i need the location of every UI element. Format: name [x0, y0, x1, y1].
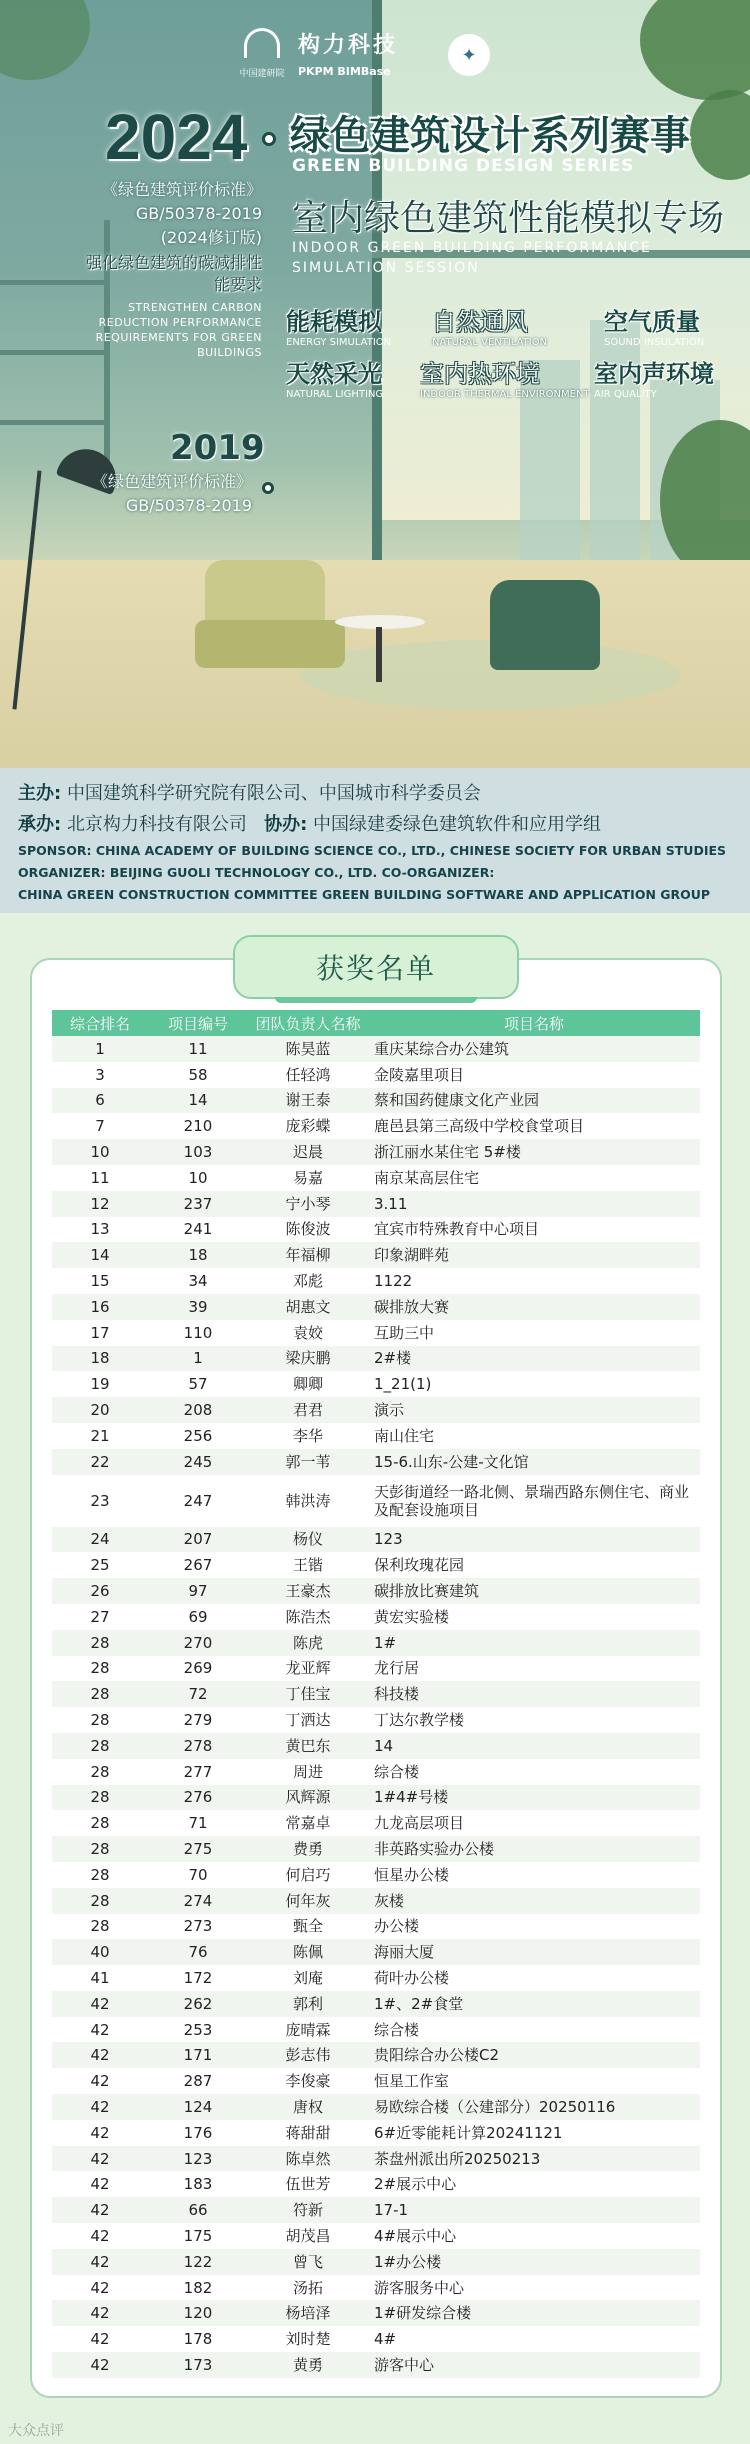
leader-cell: 丁洒达	[248, 1707, 368, 1733]
project-no-cell: 14	[148, 1088, 248, 1114]
organizer-info	[0, 768, 750, 913]
project-name-cell: 易欧综合楼（公建部分）20250116	[368, 2094, 700, 2120]
project-no-cell: 208	[148, 1397, 248, 1423]
project-no-cell: 172	[148, 1965, 248, 1991]
table-row	[52, 1371, 700, 1397]
project-name-cell: 茶盘州派出所20250213	[368, 2146, 700, 2172]
project-name-cell: 2#展示中心	[368, 2171, 700, 2197]
project-name-cell: 丁达尔教学楼	[368, 1707, 700, 1733]
project-no-cell: 97	[148, 1578, 248, 1604]
project-no-cell: 278	[148, 1733, 248, 1759]
project-no-cell: 1	[148, 1346, 248, 1372]
logo-row	[0, 28, 750, 88]
project-no-cell: 253	[148, 2017, 248, 2043]
table-row	[52, 1139, 700, 1165]
project-no-cell: 182	[148, 2275, 248, 2301]
cabr-logo-icon	[244, 28, 280, 58]
leader-cell: 龙亚辉	[248, 1656, 368, 1682]
project-no-cell: 270	[148, 1630, 248, 1656]
leader-cell: 汤拓	[248, 2275, 368, 2301]
event-title: 绿色建筑设计系列赛事	[290, 113, 690, 159]
project-no-cell: 120	[148, 2300, 248, 2326]
project-no-cell: 122	[148, 2249, 248, 2275]
rank-cell: 28	[52, 1707, 148, 1733]
pkpm-logo: 构力科技 PKPM BIMBase	[298, 32, 399, 78]
cabr-logo: 中国建研院	[232, 28, 292, 88]
project-no-cell: 110	[148, 1320, 248, 1346]
project-no-cell: 66	[148, 2197, 248, 2223]
project-name-cell: 蔡和国药健康文化产业园	[368, 1088, 700, 1114]
rank-cell: 28	[52, 1759, 148, 1785]
project-no-cell: 241	[148, 1217, 248, 1243]
rank-cell: 25	[52, 1552, 148, 1578]
table-row	[52, 1346, 700, 1372]
rank-cell: 26	[52, 1578, 148, 1604]
host-line: 主办: 中国建筑科学研究院有限公司、中国城市科学委员会	[18, 783, 481, 804]
project-no-cell: 245	[148, 1449, 248, 1475]
rank-cell: 41	[52, 1965, 148, 1991]
table-row	[52, 1759, 700, 1785]
project-name-cell: 碳排放大赛	[368, 1294, 700, 1320]
rank-cell: 11	[52, 1165, 148, 1191]
leader-cell: 常嘉卓	[248, 1810, 368, 1836]
project-no-cell: 124	[148, 2094, 248, 2120]
table-row	[52, 1268, 700, 1294]
leader-cell: 王锴	[248, 1552, 368, 1578]
col-project-name: 项目名称	[368, 1010, 700, 1036]
project-no-cell: 71	[148, 1810, 248, 1836]
table-row	[52, 2017, 700, 2043]
standard-year-2019: 2019	[170, 428, 265, 468]
project-name-cell: 1#研发综合楼	[368, 2300, 700, 2326]
side-table	[376, 627, 382, 682]
project-name-cell: 宜宾市特殊教育中心项目	[368, 1217, 700, 1243]
project-name-cell: 非英路实验办公楼	[368, 1836, 700, 1862]
leader-cell: 曾飞	[248, 2249, 368, 2275]
table-row	[52, 2146, 700, 2172]
rank-cell: 42	[52, 2042, 148, 2068]
project-name-cell: 15-6.山东-公建-文化馆	[368, 1449, 700, 1475]
project-no-cell: 57	[148, 1371, 248, 1397]
leader-cell: 丁佳宝	[248, 1681, 368, 1707]
table-row	[52, 1449, 700, 1475]
rank-cell: 42	[52, 2017, 148, 2043]
project-name-cell: 科技楼	[368, 1681, 700, 1707]
table-row	[52, 2249, 700, 2275]
rank-cell: 28	[52, 1630, 148, 1656]
leader-cell: 易嘉	[248, 1165, 368, 1191]
table-row	[52, 1810, 700, 1836]
col-leader: 团队负责人名称	[248, 1010, 368, 1036]
project-name-cell: 九龙高层项目	[368, 1810, 700, 1836]
rank-cell: 23	[52, 1475, 148, 1527]
co-organizer-en: CHINA GREEN CONSTRUCTION COMMITTEE GREEN BUILDING SOFTWARE AND APPLICATION GROUP	[18, 887, 711, 902]
rank-cell: 17	[52, 1320, 148, 1346]
rank-cell: 42	[52, 2068, 148, 2094]
project-no-cell: 262	[148, 1991, 248, 2017]
sponsor-en: SPONSOR: CHINA ACADEMY OF BUILDING SCIENCE CO., LTD., CHINESE SOCIETY FOR URBAN STUDIES	[18, 843, 727, 858]
leader-cell: 陈浩杰	[248, 1604, 368, 1630]
project-name-cell: 演示	[368, 1397, 700, 1423]
rank-cell: 28	[52, 1862, 148, 1888]
project-no-cell: 237	[148, 1191, 248, 1217]
table-row	[52, 1785, 700, 1811]
table-row	[52, 2042, 700, 2068]
leader-cell: 李俊豪	[248, 2068, 368, 2094]
rank-cell: 42	[52, 2146, 148, 2172]
awards-rows	[52, 1036, 700, 2378]
project-no-cell: 274	[148, 1888, 248, 1914]
leader-cell: 邓彪	[248, 1268, 368, 1294]
project-no-cell: 76	[148, 1939, 248, 1965]
rank-cell: 19	[52, 1371, 148, 1397]
project-no-cell: 18	[148, 1242, 248, 1268]
rank-cell: 42	[52, 2171, 148, 2197]
table-row	[52, 2300, 700, 2326]
leader-cell: 梁庆鹏	[248, 1346, 368, 1372]
rank-cell: 18	[52, 1346, 148, 1372]
project-name-cell: 游客服务中心	[368, 2275, 700, 2301]
table-row	[52, 1113, 700, 1139]
project-name-cell: 17-1	[368, 2197, 700, 2223]
project-no-cell: 269	[148, 1656, 248, 1682]
leader-cell: 杨培泽	[248, 2300, 368, 2326]
rank-cell: 28	[52, 1888, 148, 1914]
table-row	[52, 1423, 700, 1449]
table-row	[52, 1191, 700, 1217]
leader-cell: 黄勇	[248, 2352, 368, 2378]
rank-cell: 27	[52, 1604, 148, 1630]
leader-cell: 伍世芳	[248, 2171, 368, 2197]
project-no-cell: 178	[148, 2326, 248, 2352]
leader-cell: 彭志伟	[248, 2042, 368, 2068]
rank-cell: 28	[52, 1810, 148, 1836]
table-row	[52, 1939, 700, 1965]
table-row	[52, 1836, 700, 1862]
table-row	[52, 1914, 700, 1940]
rank-cell: 24	[52, 1527, 148, 1553]
table-row	[52, 1681, 700, 1707]
table-row	[52, 2326, 700, 2352]
project-name-cell: 1#	[368, 1630, 700, 1656]
leader-cell: 任轻鸿	[248, 1062, 368, 1088]
rank-cell: 6	[52, 1088, 148, 1114]
col-rank: 综合排名	[52, 1010, 148, 1036]
feature-air-quality: 空气质量 SOUND INSULATION	[604, 308, 705, 348]
table-row	[52, 1862, 700, 1888]
project-no-cell: 34	[148, 1268, 248, 1294]
rank-cell: 42	[52, 2249, 148, 2275]
rank-cell: 22	[52, 1449, 148, 1475]
feature-acoustic: 室内声环境 AIR QUALITY	[594, 360, 714, 400]
rank-cell: 16	[52, 1294, 148, 1320]
rank-cell: 21	[52, 1423, 148, 1449]
table-row	[52, 1656, 700, 1682]
project-name-cell: 金陵嘉里项目	[368, 1062, 700, 1088]
rank-cell: 10	[52, 1139, 148, 1165]
leader-cell: 郭一苇	[248, 1449, 368, 1475]
project-name-cell: 碳排放比赛建筑	[368, 1578, 700, 1604]
table-row	[52, 1036, 700, 1062]
organizer-line: 承办: 北京构力科技有限公司 协办: 中国绿建委绿色建筑软件和应用学组	[18, 814, 602, 835]
table-row	[52, 1888, 700, 1914]
rank-cell: 28	[52, 1733, 148, 1759]
leader-cell: 庞彩蝶	[248, 1113, 368, 1139]
project-no-cell: 173	[148, 2352, 248, 2378]
session-title-en: INDOOR GREEN BUILDING PERFORMANCE SIMULATION SESSION	[292, 240, 652, 276]
leader-cell: 周进	[248, 1759, 368, 1785]
rank-cell: 13	[52, 1217, 148, 1243]
session-title: 室内绿色建筑性能模拟专场	[292, 198, 725, 239]
project-no-cell: 69	[148, 1604, 248, 1630]
table-row	[52, 1965, 700, 1991]
event-title-en: GREEN BUILDING DESIGN SERIES	[292, 156, 635, 176]
table-row	[52, 1991, 700, 2017]
table-row	[52, 1630, 700, 1656]
project-name-cell: 荷叶办公楼	[368, 1965, 700, 1991]
rank-cell: 28	[52, 1785, 148, 1811]
seal-icon: ✦	[448, 34, 490, 76]
project-no-cell: 275	[148, 1836, 248, 1862]
leader-cell: 陈虎	[248, 1630, 368, 1656]
rank-cell: 42	[52, 2197, 148, 2223]
rank-cell: 42	[52, 2094, 148, 2120]
awards-table	[52, 1010, 700, 2378]
leader-cell: 陈佩	[248, 1939, 368, 1965]
rank-cell: 42	[52, 2275, 148, 2301]
leader-cell: 卿卿	[248, 1371, 368, 1397]
rank-cell: 28	[52, 1656, 148, 1682]
project-no-cell: 11	[148, 1036, 248, 1062]
table-row	[52, 2120, 700, 2146]
leader-cell: 年福柳	[248, 1242, 368, 1268]
project-no-cell: 267	[148, 1552, 248, 1578]
project-no-cell: 276	[148, 1785, 248, 1811]
feature-thermal: 室内热环境 INDOOR THERMAL ENVIRONMENT	[420, 360, 590, 400]
leader-cell: 胡惠文	[248, 1294, 368, 1320]
rank-cell: 12	[52, 1191, 148, 1217]
table-row	[52, 1527, 700, 1553]
timeline-dot	[262, 482, 274, 494]
table-row	[52, 2223, 700, 2249]
leader-cell: 风辉源	[248, 1785, 368, 1811]
leader-cell: 唐权	[248, 2094, 368, 2120]
project-no-cell: 171	[148, 2042, 248, 2068]
table-row	[52, 2275, 700, 2301]
rank-cell: 7	[52, 1113, 148, 1139]
project-name-cell: 4#展示中心	[368, 2223, 700, 2249]
leader-cell: 陈昊蓝	[248, 1036, 368, 1062]
leader-cell: 何年灰	[248, 1888, 368, 1914]
project-name-cell: 1#办公楼	[368, 2249, 700, 2275]
leader-cell: 甄全	[248, 1914, 368, 1940]
leader-cell: 符新	[248, 2197, 368, 2223]
project-name-cell: 2#楼	[368, 1346, 700, 1372]
project-name-cell: 南京某高层住宅	[368, 1165, 700, 1191]
project-no-cell: 256	[148, 1423, 248, 1449]
project-name-cell: 贵阳综合办公楼C2	[368, 2042, 700, 2068]
project-name-cell: 恒星工作室	[368, 2068, 700, 2094]
table-row	[52, 1475, 700, 1527]
project-name-cell: 1122	[368, 1268, 700, 1294]
project-name-cell: 天彭街道经一路北侧、景瑞西路东侧住宅、商业及配套设施项目	[368, 1475, 700, 1527]
table-row	[52, 1552, 700, 1578]
leader-cell: 陈卓然	[248, 2146, 368, 2172]
leader-cell: 庞晴霖	[248, 2017, 368, 2043]
rank-cell: 20	[52, 1397, 148, 1423]
rank-cell: 28	[52, 1836, 148, 1862]
project-name-cell: 游客中心	[368, 2352, 700, 2378]
leader-cell: 蒋甜甜	[248, 2120, 368, 2146]
project-no-cell: 210	[148, 1113, 248, 1139]
project-name-cell: 4#	[368, 2326, 700, 2352]
project-no-cell: 183	[148, 2171, 248, 2197]
col-project-no: 项目编号	[148, 1010, 248, 1036]
project-name-cell: 综合楼	[368, 1759, 700, 1785]
rank-cell: 15	[52, 1268, 148, 1294]
project-name-cell: 浙江丽水某住宅 5#楼	[368, 1139, 700, 1165]
leader-cell: 韩洪涛	[248, 1475, 368, 1527]
leader-cell: 王豪杰	[248, 1578, 368, 1604]
rank-cell: 42	[52, 2120, 148, 2146]
rank-cell: 28	[52, 1681, 148, 1707]
leader-cell: 迟晨	[248, 1139, 368, 1165]
rank-cell: 42	[52, 2223, 148, 2249]
project-name-cell: 南山住宅	[368, 1423, 700, 1449]
table-row	[52, 2068, 700, 2094]
project-name-cell: 综合楼	[368, 2017, 700, 2043]
table-header	[52, 1010, 700, 1036]
table-row	[52, 1578, 700, 1604]
leader-cell: 袁姣	[248, 1320, 368, 1346]
feature-lighting: 天然采光 NATURAL LIGHTING	[286, 360, 384, 400]
project-no-cell: 176	[148, 2120, 248, 2146]
project-no-cell: 58	[148, 1062, 248, 1088]
table-row	[52, 2171, 700, 2197]
leader-cell: 费勇	[248, 1836, 368, 1862]
leader-cell: 宁小琴	[248, 1191, 368, 1217]
event-year: 2024	[105, 101, 248, 173]
table-row	[52, 1604, 700, 1630]
project-name-cell: 海丽大厦	[368, 1939, 700, 1965]
project-no-cell: 273	[148, 1914, 248, 1940]
project-name-cell: 龙行居	[368, 1656, 700, 1682]
feature-ventilation: 自然通风 NATURAL VENTILATION	[432, 308, 548, 348]
organizer-en: ORGANIZER: BEIJING GUOLI TECHNOLOGY CO., LTD. CO-ORGANIZER:	[18, 865, 495, 880]
leader-cell: 刘时楚	[248, 2326, 368, 2352]
project-name-cell: 黄宏实验楼	[368, 1604, 700, 1630]
project-name-cell: 互助三中	[368, 1320, 700, 1346]
rank-cell: 3	[52, 1062, 148, 1088]
project-name-cell: 印象湖畔苑	[368, 1242, 700, 1268]
standard-2024: 《绿色建筑评价标准》 GB/50378-2019 (2024修订版) 强化绿色建筑的碳减排性能要求 STRENGTHEN CARBON REDUCTION PERFORMANCE REQUIREMENTS FOR GREEN BUILDINGS	[85, 180, 262, 359]
leader-cell: 胡茂昌	[248, 2223, 368, 2249]
leader-cell: 李华	[248, 1423, 368, 1449]
table-row	[52, 1707, 700, 1733]
table-row	[52, 1397, 700, 1423]
project-no-cell: 72	[148, 1681, 248, 1707]
project-name-cell: 重庆某综合办公建筑	[368, 1036, 700, 1062]
project-no-cell: 123	[148, 2146, 248, 2172]
project-name-cell: 鹿邑县第三高级中学校食堂项目	[368, 1113, 700, 1139]
leader-cell: 谢王泰	[248, 1088, 368, 1114]
rank-cell: 42	[52, 2326, 148, 2352]
project-no-cell: 279	[148, 1707, 248, 1733]
project-name-cell: 1#、2#食堂	[368, 1991, 700, 2017]
project-no-cell: 247	[148, 1475, 248, 1527]
standard-2019: 《绿色建筑评价标准》 GB/50378-2019	[91, 472, 252, 515]
leader-cell: 杨仪	[248, 1527, 368, 1553]
project-name-cell: 123	[368, 1527, 700, 1553]
project-no-cell: 175	[148, 2223, 248, 2249]
rank-cell: 28	[52, 1914, 148, 1940]
project-name-cell: 恒星办公楼	[368, 1862, 700, 1888]
project-no-cell: 277	[148, 1759, 248, 1785]
table-row	[52, 2094, 700, 2120]
feature-energy: 能耗模拟 ENERGY SIMULATION	[286, 308, 392, 348]
table-row	[52, 1294, 700, 1320]
table-row	[52, 1165, 700, 1191]
project-name-cell: 14	[368, 1733, 700, 1759]
project-no-cell: 287	[148, 2068, 248, 2094]
table-row	[52, 1217, 700, 1243]
project-no-cell: 10	[148, 1165, 248, 1191]
timeline-dot	[262, 132, 276, 146]
table-row	[52, 1733, 700, 1759]
project-name-cell: 3.11	[368, 1191, 700, 1217]
watermark: 大众点评	[8, 2423, 64, 2439]
project-name-cell: 1#4#号楼	[368, 1785, 700, 1811]
table-row	[52, 1242, 700, 1268]
project-no-cell: 207	[148, 1527, 248, 1553]
table-row	[52, 1088, 700, 1114]
leader-cell: 黄巴东	[248, 1733, 368, 1759]
project-name-cell: 1_21(1)	[368, 1371, 700, 1397]
project-no-cell: 39	[148, 1294, 248, 1320]
sofa	[195, 620, 345, 668]
leader-cell: 刘庵	[248, 1965, 368, 1991]
leader-cell: 君君	[248, 1397, 368, 1423]
leader-cell: 郭利	[248, 1991, 368, 2017]
leader-cell: 何启巧	[248, 1862, 368, 1888]
armchair	[490, 580, 600, 670]
leader-cell: 陈俊波	[248, 1217, 368, 1243]
project-name-cell: 灰楼	[368, 1888, 700, 1914]
rank-cell: 42	[52, 2300, 148, 2326]
rank-cell: 40	[52, 1939, 148, 1965]
table-row	[52, 1062, 700, 1088]
table-row	[52, 1320, 700, 1346]
rank-cell: 42	[52, 1991, 148, 2017]
project-no-cell: 103	[148, 1139, 248, 1165]
hero-banner	[0, 0, 750, 768]
project-no-cell: 70	[148, 1862, 248, 1888]
rank-cell: 14	[52, 1242, 148, 1268]
project-name-cell: 办公楼	[368, 1914, 700, 1940]
project-name-cell: 保利玫瑰花园	[368, 1552, 700, 1578]
awards-tab-title: 获奖名单	[233, 935, 519, 999]
project-name-cell: 6#近零能耗计算20241121	[368, 2120, 700, 2146]
rank-cell: 1	[52, 1036, 148, 1062]
rank-cell: 42	[52, 2352, 148, 2378]
table-row	[52, 2352, 700, 2378]
table-row	[52, 2197, 700, 2223]
